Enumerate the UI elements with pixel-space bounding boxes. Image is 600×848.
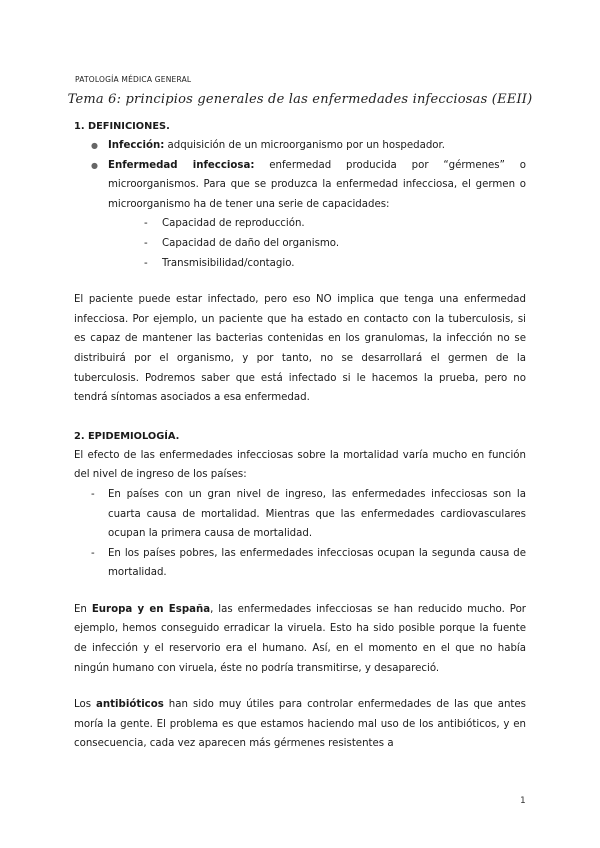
dash-icon: - (144, 218, 148, 230)
epidemiologia-list (74, 485, 526, 583)
definition-text: adquisición de un microorganismo por un hospedador. (164, 140, 446, 151)
section-heading-definiciones: 1. DEFINICIONES. (74, 121, 170, 132)
paragraph-antibioticos: Los antibióticos han sido muy útiles para controlar enfermedades de las que antes moría la gente. El problema es que estamos haciendo mal uso de los antibióticos, y en consecuencia, cada vez aparecen más gérmenes resistentes a (74, 699, 526, 750)
capacidad-item: - Capacidad de daño del organismo. (144, 234, 526, 254)
paragraph-europa: En Europa y en España, las enfermedades infecciosas se han reducido mucho. Por ejemplo, hemos conseguido erradicar la viruela. Esto ha sido posible porque la fuente de infección y el reservorio era el humano. Así, en el momento en el que no había ningún humano con viruela, éste no podría transmitirse, y desapareció. (74, 603, 526, 674)
definition-item (91, 136, 526, 156)
capacidad-item: - Transmisibilidad/contagio. (144, 254, 526, 274)
capacidades-list (108, 214, 526, 273)
definition-term: Infección: (108, 140, 165, 151)
dash-icon: - (144, 257, 148, 269)
epidemiologia-item: - En países con un gran nivel de ingreso, las enfermedades infecciosas son la cuarta causa de mortalidad. Mientras que las enfermedades cardiovasculares ocupan la primera causa de mortalidad. (108, 485, 526, 544)
dash-icon: - (144, 237, 148, 249)
page-title: Tema 6: principios generales de las enfermedades infecciosas (EEII) (67, 92, 533, 107)
bullet-icon: ● (91, 141, 98, 150)
europa-bold: Europa y en España (91, 603, 211, 615)
course-header: PATOLOGÍA MÉDICA GENERAL (75, 75, 192, 84)
definition-item (91, 156, 526, 274)
document-body (74, 117, 526, 754)
capacidad-item: - Capacidad de reproducción. (144, 214, 526, 234)
bullet-icon: ● (91, 160, 98, 170)
definitions-list (74, 136, 526, 273)
paragraph-infeccion: El paciente puede estar infectado, pero eso NO implica que tenga una enfermedad infecciosa. Por ejemplo, un paciente que ha estado en contacto con la tuberculosis, si es capaz de mantener las bacterias contenidas en los granulomas, la infección no se distribuirá por el organismo, y por tanto, no se desarrollará el germen de la tuberculosis. Podremos saber que está infectado si le hacemos la prueba, pero no tendrá síntomas asociados a esa enfermedad. (74, 294, 526, 404)
paragraph-epidemiologia-intro: El efecto de las enfermedades infecciosas sobre la mortalidad varía mucho en función del nivel de ingreso de los países: (74, 449, 526, 481)
antibioticos-bold: antibióticos (96, 699, 164, 711)
page-number: 1 (520, 796, 526, 806)
dash-icon: - (91, 488, 95, 500)
definition-text: enfermedad producida por “gérmenes” o microorganismos. Para que se produzca la enfermedad infecciosa, el germen o microorganismo ha de tener una serie de capacidades: (108, 159, 526, 210)
section-heading-epidemiologia: 2. EPIDEMIOLOGÍA. (74, 430, 180, 442)
dash-icon: - (91, 547, 95, 559)
epidemiologia-item: - En los países pobres, las enfermedades infecciosas ocupan la segunda causa de mortalidad. (108, 544, 526, 583)
definition-term: Enfermedad infecciosa: (108, 159, 255, 171)
